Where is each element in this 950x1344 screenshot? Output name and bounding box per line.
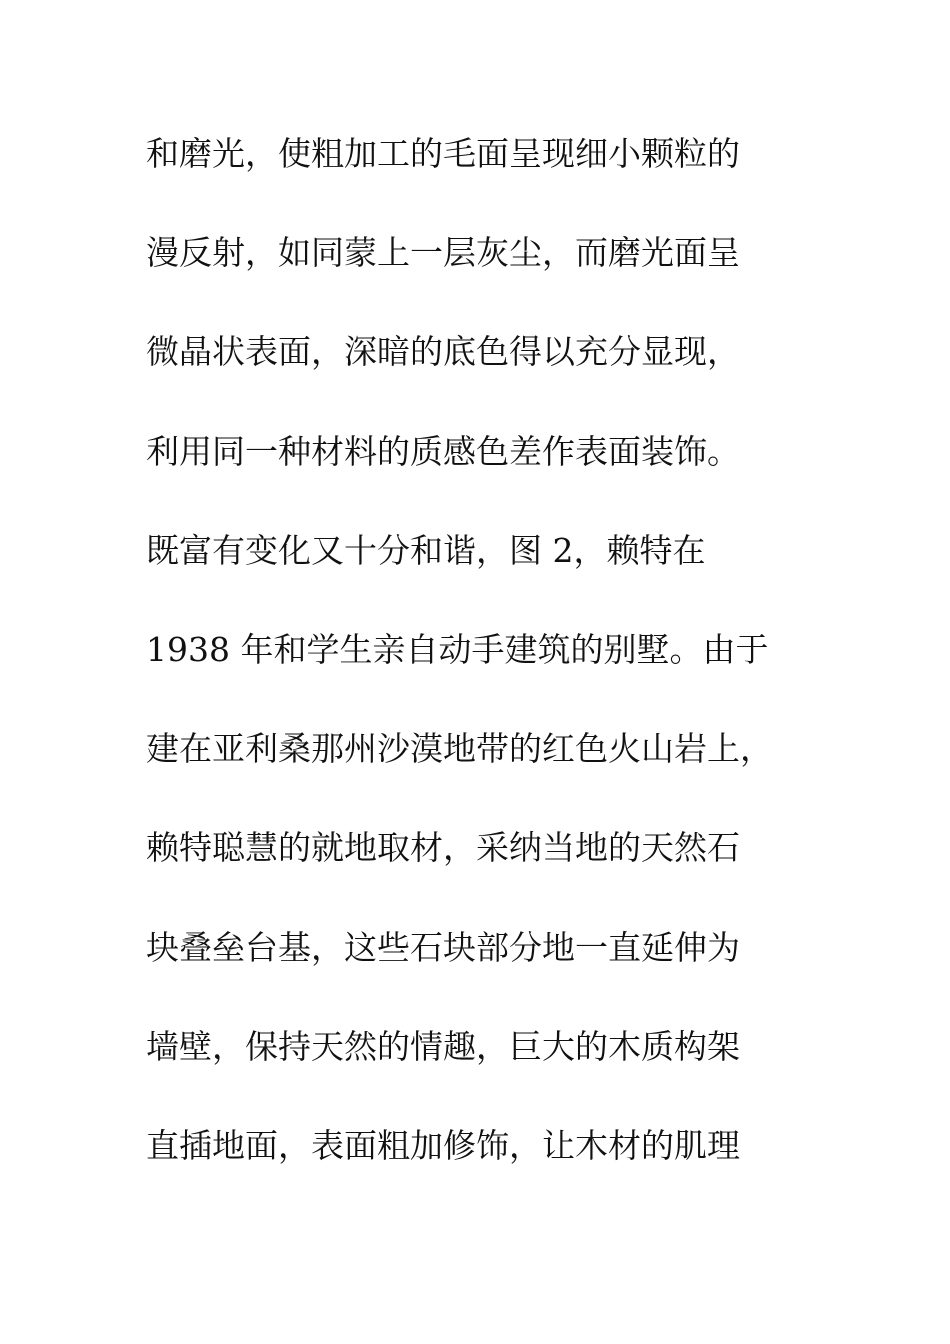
text-line: 微晶状表面，深暗的底色得以充分显现，	[146, 332, 740, 372]
text-line: 赖特聪慧的就地取材，采纳当地的天然石	[146, 828, 740, 868]
text-line: 块叠垒台基，这些石块部分地一直延伸为	[146, 927, 740, 967]
text-line: 既富有变化又十分和谐，图 2，赖特在	[146, 530, 706, 570]
text-line: 1938 年和学生亲自动手建筑的别墅。由于	[146, 629, 769, 669]
text-line: 建在亚利桑那州沙漠地带的红色火山岩上，	[146, 729, 773, 769]
text-line: 利用同一种材料的质感色差作表面装饰。	[146, 431, 740, 471]
text-line: 墙壁，保持天然的情趣，巨大的木质构架	[146, 1026, 740, 1066]
body-text	[146, 125, 846, 1216]
text-line: 和磨光，使粗加工的毛面呈现细小颗粒的	[146, 134, 740, 173]
text-line: 漫反射，如同蒙上一层灰尘，而磨光面呈	[146, 233, 740, 273]
text-line: 直插地面，表面粗加修饰，让木材的肌理	[146, 1125, 740, 1165]
